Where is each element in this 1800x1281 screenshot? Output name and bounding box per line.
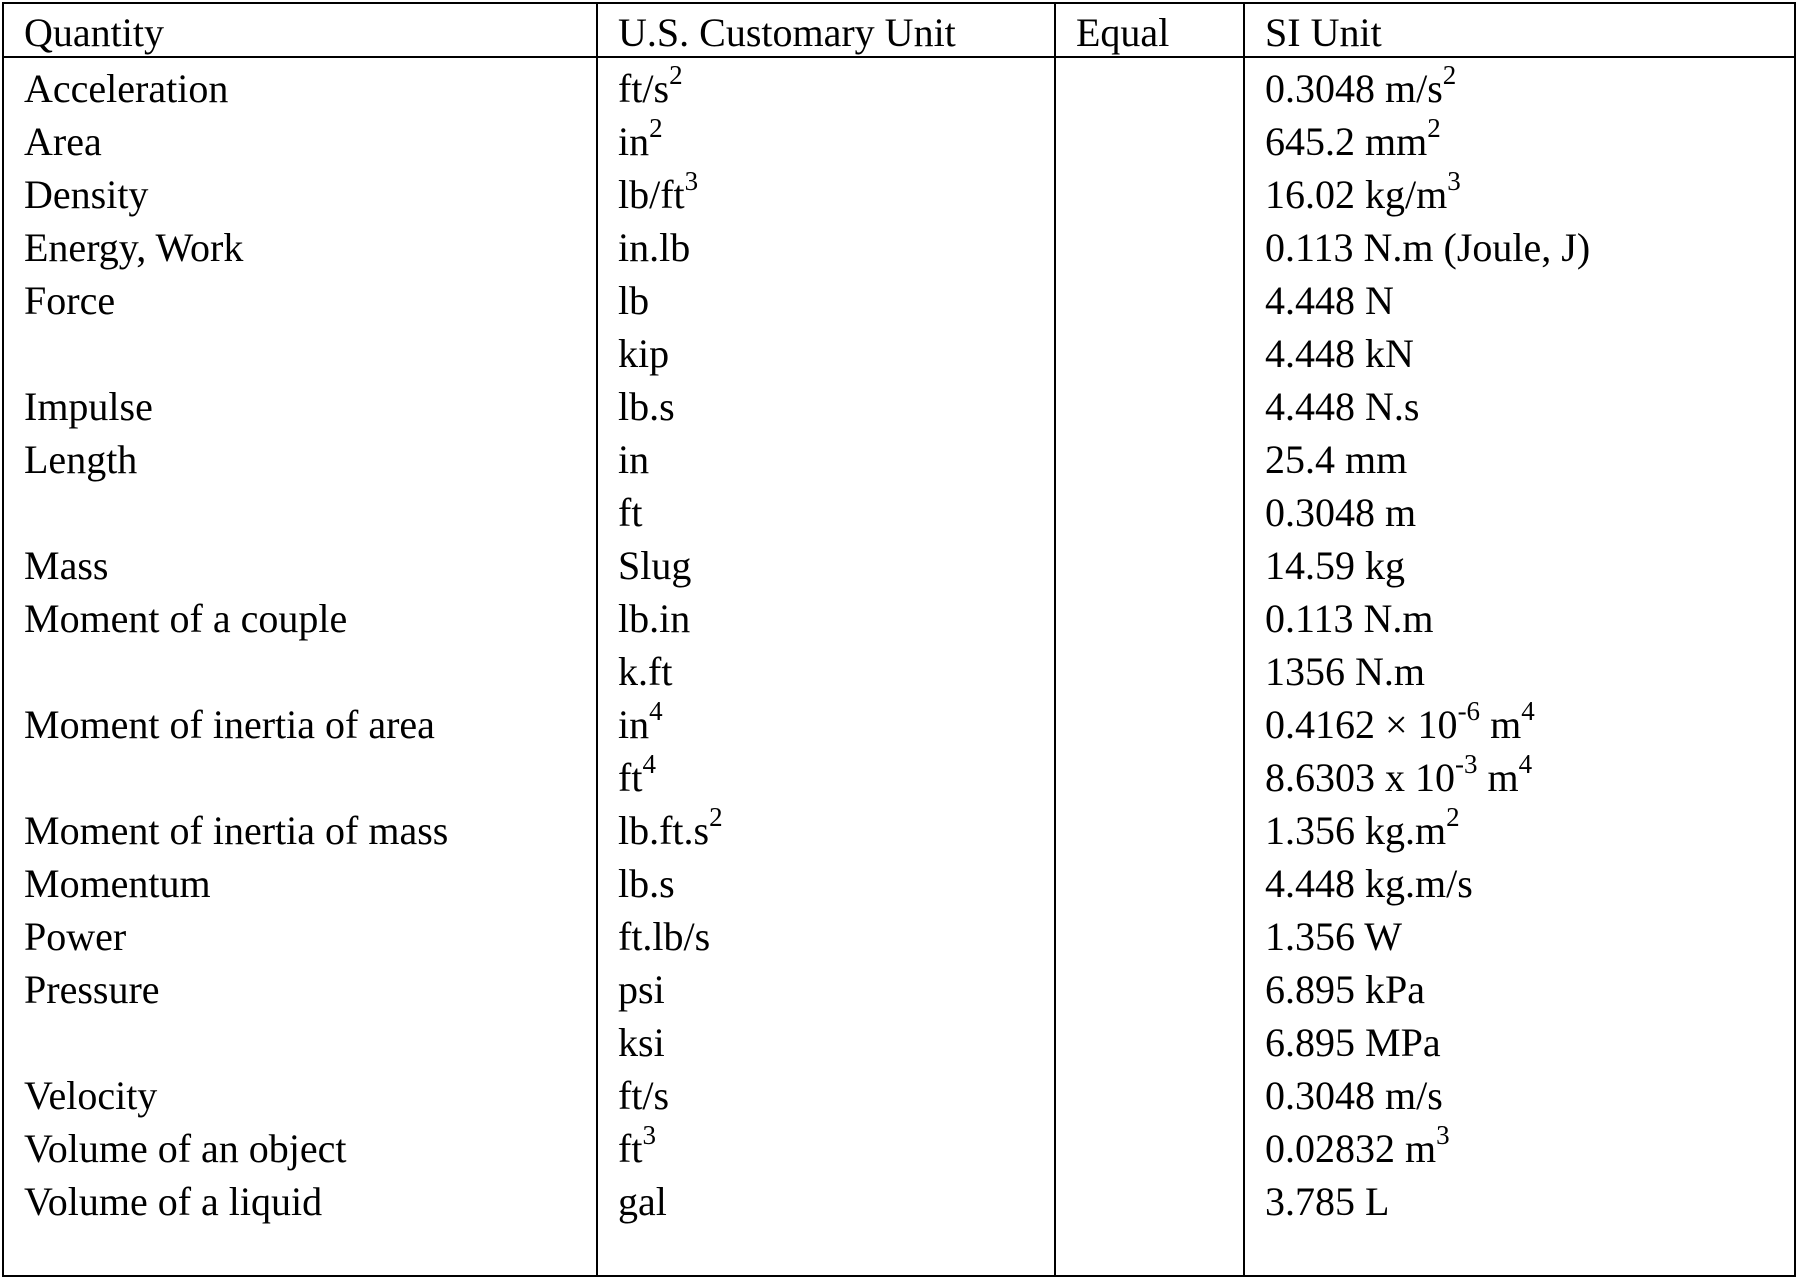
conversion-table xyxy=(2,2,1796,1277)
quantity-cell: Mass xyxy=(24,543,109,588)
us-unit-cell: gal xyxy=(618,1179,667,1224)
header-us-unit: U.S. Customary Unit xyxy=(618,10,956,55)
us-unit-cell: $in^4$ xyxy=(618,695,663,747)
si-unit-cell: 8.6303 x $10^{-3}$ $m^4$ xyxy=(1265,748,1533,800)
us-unit-cell: $ft/s^2$ xyxy=(618,59,683,111)
table-row xyxy=(4,1069,1794,1122)
table-row xyxy=(4,857,1794,910)
table-row xyxy=(4,801,1794,857)
si-unit-cell: 1.356 $kg.m^2$ xyxy=(1265,801,1460,853)
quantity-cell: Area xyxy=(24,119,102,164)
si-unit-cell: 0.3048 $m/s^2$ xyxy=(1265,59,1457,111)
si-unit-cell: 4.448 N.s xyxy=(1265,384,1420,429)
table-row xyxy=(4,433,1794,486)
si-unit-cell: 4.448 kN xyxy=(1265,331,1414,376)
header-quantity: Quantity xyxy=(24,10,164,55)
table-row xyxy=(4,59,1794,115)
si-unit-cell: 14.59 kg xyxy=(1265,543,1405,588)
quantity-cell: Pressure xyxy=(24,967,160,1012)
quantity-cell: Force xyxy=(24,278,116,323)
table-row xyxy=(4,1016,1794,1069)
table-row xyxy=(4,963,1794,1016)
table-row xyxy=(4,695,1794,751)
si-unit-cell: 4.448 N xyxy=(1265,278,1394,323)
table-body xyxy=(4,59,1794,1228)
us-unit-cell: lb.in xyxy=(618,596,691,641)
quantity-cell: Moment of a couple xyxy=(24,596,348,641)
us-unit-cell: lb.s xyxy=(618,384,675,429)
quantity-cell: Velocity xyxy=(24,1073,158,1118)
header-equal: Equal xyxy=(1076,10,1170,55)
table-row xyxy=(4,274,1794,327)
us-unit-cell: in xyxy=(618,437,650,482)
si-unit-cell: 3.785 L xyxy=(1265,1179,1390,1224)
us-unit-cell: lb xyxy=(618,278,650,323)
us-unit-cell: ft xyxy=(618,490,643,535)
quantity-cell: Moment of inertia of area xyxy=(24,702,435,747)
quantity-cell: Impulse xyxy=(24,384,153,429)
si-unit-cell: 4.448 kg.m/s xyxy=(1265,861,1473,906)
si-unit-cell: 0.3048 m xyxy=(1265,490,1417,535)
us-unit-cell: ft.lb/s xyxy=(618,914,711,959)
table-row xyxy=(4,539,1794,592)
us-unit-cell: ft/s xyxy=(618,1073,670,1118)
table-row xyxy=(4,910,1794,963)
us-unit-cell: psi xyxy=(618,967,665,1012)
table-row xyxy=(4,592,1794,645)
us-unit-cell: $lb.ft.s^2$ xyxy=(618,801,723,853)
si-unit-cell: 1356 N.m xyxy=(1265,649,1425,694)
us-unit-cell: $ft^3$ xyxy=(618,1119,656,1171)
si-unit-cell: 1.356 W xyxy=(1265,914,1403,959)
table-row xyxy=(4,165,1794,221)
quantity-cell: Volume of an object xyxy=(24,1126,347,1171)
us-unit-cell: $ft^4$ xyxy=(618,748,656,800)
table-row xyxy=(4,748,1794,804)
table-row xyxy=(4,645,1794,698)
header-si-unit: SI Unit xyxy=(1265,10,1382,55)
us-unit-cell: Slug xyxy=(618,543,692,588)
quantity-cell: Volume of a liquid xyxy=(24,1179,323,1224)
si-unit-cell: 0.113 N.m xyxy=(1265,596,1434,641)
quantity-cell: Power xyxy=(24,914,127,959)
table-row xyxy=(4,112,1794,168)
us-unit-cell: in.lb xyxy=(618,225,691,270)
table-row xyxy=(4,221,1794,274)
us-unit-cell: k.ft xyxy=(618,649,673,694)
si-unit-cell: 6.895 kPa xyxy=(1265,967,1425,1012)
si-unit-cell: 6.895 MPa xyxy=(1265,1020,1441,1065)
us-unit-cell: kip xyxy=(618,331,670,376)
si-unit-cell: 16.02 $kg/m^3$ xyxy=(1265,165,1461,217)
quantity-cell: Momentum xyxy=(24,861,211,906)
si-unit-cell: 645.2 $mm^2$ xyxy=(1265,112,1441,164)
table-row xyxy=(4,1119,1794,1175)
quantity-cell: Density xyxy=(24,172,149,217)
quantity-cell: Length xyxy=(24,437,138,482)
si-unit-cell: 0.3048 m/s xyxy=(1265,1073,1443,1118)
quantity-cell: Acceleration xyxy=(24,66,229,111)
us-unit-cell: $in^2$ xyxy=(618,112,663,164)
quantity-cell: Energy, Work xyxy=(24,225,244,270)
table-row xyxy=(4,327,1794,380)
us-unit-cell: $lb/ft^3$ xyxy=(618,165,699,217)
table-row xyxy=(4,486,1794,539)
table-row xyxy=(4,1175,1794,1228)
si-unit-cell: $0.4162 \times 10^{-6}$ $m^4$ xyxy=(1265,695,1535,747)
us-unit-cell: lb.s xyxy=(618,861,675,906)
si-unit-cell: 0.02832 $m^3$ xyxy=(1265,1119,1450,1171)
quantity-cell: Moment of inertia of mass xyxy=(24,808,449,853)
table-row xyxy=(4,380,1794,433)
si-unit-cell: 0.113 N.m (Joule, J) xyxy=(1265,225,1591,270)
us-unit-cell: ksi xyxy=(618,1020,665,1065)
si-unit-cell: 25.4 mm xyxy=(1265,437,1408,482)
